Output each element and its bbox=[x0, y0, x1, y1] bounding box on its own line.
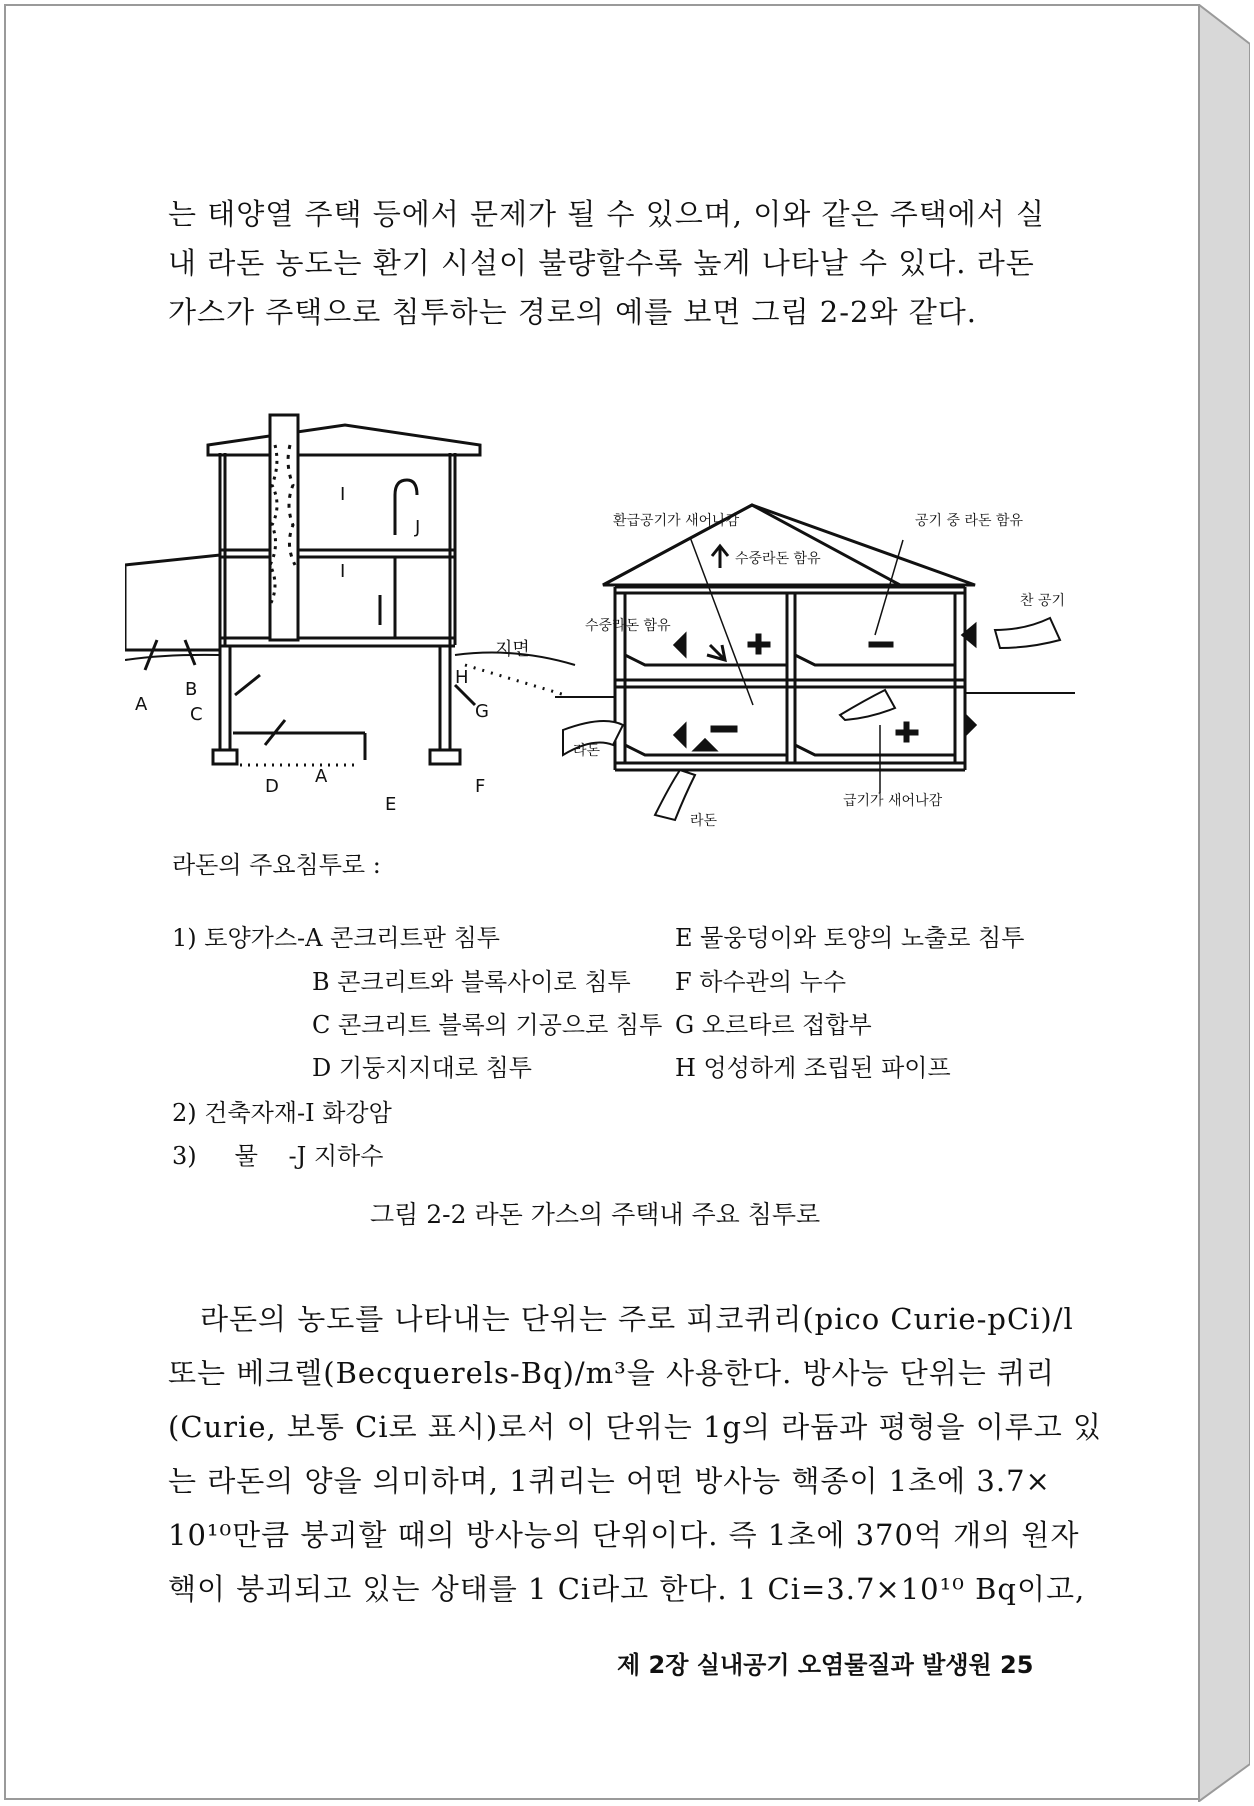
text-line: 핵이 붕괴되고 있는 상태를 1 Ci라고 한다. 1 Ci=3.7×10¹⁰ Bq이고, bbox=[168, 1572, 1086, 1606]
legend-item: F 하수관의 누수 bbox=[675, 968, 847, 996]
text-line: 10¹⁰만큼 붕괴할 때의 방사능의 단위이다. 즉 1초에 370억 개의 원자 bbox=[168, 1518, 1080, 1552]
label-exhaust-leak: 환급공기가 새어나감 bbox=[613, 513, 740, 529]
body-paragraph-bottom bbox=[168, 1292, 1102, 1616]
label-i2: I bbox=[340, 561, 346, 582]
label-cold-air: 찬 공기 bbox=[1020, 593, 1066, 609]
text-line: 는 태양열 주택 등에서 문제가 될 수 있으며, 이와 같은 주택에서 실 bbox=[168, 197, 1045, 231]
label-supply-leak: 급기가 새어나감 bbox=[843, 793, 943, 809]
page-footer: 제 2장 실내공기 오염물질과 발생원 25 bbox=[617, 1651, 1034, 1679]
legend-item: D 기둥지지대로 침투 bbox=[312, 1054, 532, 1082]
text-line: 내 라돈 농도는 환기 시설이 불량할수록 높게 나타날 수 있다. 라돈 bbox=[168, 246, 1035, 280]
label-c: C bbox=[190, 704, 203, 725]
label-water-radon-top: 수중라돈 함유 bbox=[735, 551, 821, 567]
label-b: B bbox=[185, 679, 198, 700]
label-a2: A bbox=[315, 766, 328, 787]
legend-item: 3) 물 -J 지하수 bbox=[172, 1142, 384, 1170]
legend-item: B 콘크리트와 블록사이로 침투 bbox=[312, 968, 631, 996]
radon-figure bbox=[125, 405, 1085, 835]
text-line: 라돈의 농도를 나타내는 단위는 주로 피코퀴리(pico Curie-pCi)/l bbox=[200, 1302, 1074, 1336]
body-paragraph-top bbox=[168, 190, 1045, 337]
legend-title: 라돈의 주요침투로 : bbox=[172, 851, 381, 879]
label-j: J bbox=[415, 517, 421, 538]
label-e: E bbox=[385, 794, 397, 815]
text-line: (Curie, 보통 Ci로 표시)로서 이 단위는 1g의 라듐과 평형을 이루고 있 bbox=[168, 1410, 1102, 1444]
text-line: 는 라돈의 양을 의미하며, 1퀴리는 어떤 방사능 핵종이 1초에 3.7× bbox=[168, 1464, 1051, 1498]
legend-item: G 오르타르 접합부 bbox=[675, 1011, 872, 1039]
label-ground: 지면 bbox=[495, 639, 530, 660]
label-g: G bbox=[475, 701, 489, 722]
page-edge-shadow bbox=[1198, 4, 1250, 1802]
label-i1: I bbox=[340, 484, 346, 505]
label-a1: A bbox=[135, 694, 148, 715]
legend-item: H 엉성하게 조립된 파이프 bbox=[675, 1054, 951, 1082]
label-d: D bbox=[265, 776, 279, 797]
legend-item: C 콘크리트 블록의 기공으로 침투 bbox=[312, 1011, 663, 1039]
label-radon-left: 라돈 bbox=[573, 743, 601, 759]
text-line: 가스가 주택으로 침투하는 경로의 예를 보면 그림 2-2와 같다. bbox=[168, 295, 977, 329]
legend-item: 2) 건축자재-I 화강암 bbox=[172, 1099, 392, 1127]
label-water-radon-left: 수중라돈 함유 bbox=[585, 618, 671, 634]
label-radon-in-air: 공기 중 라돈 함유 bbox=[915, 513, 1024, 529]
text-line: 또는 베크렐(Becquerels-Bq)/m³을 사용한다. 방사능 단위는 퀴리 bbox=[168, 1356, 1056, 1390]
legend-item: 1) 토양가스-A 콘크리트판 침투 bbox=[172, 924, 500, 952]
label-h: H bbox=[455, 667, 469, 688]
legend-item: E 물웅덩이와 토양의 노출로 침투 bbox=[675, 924, 1025, 952]
label-f: F bbox=[475, 776, 486, 797]
label-radon-bottom: 라돈 bbox=[690, 813, 718, 829]
figure-caption: 그림 2-2 라돈 가스의 주택내 주요 침투로 bbox=[370, 1200, 821, 1229]
